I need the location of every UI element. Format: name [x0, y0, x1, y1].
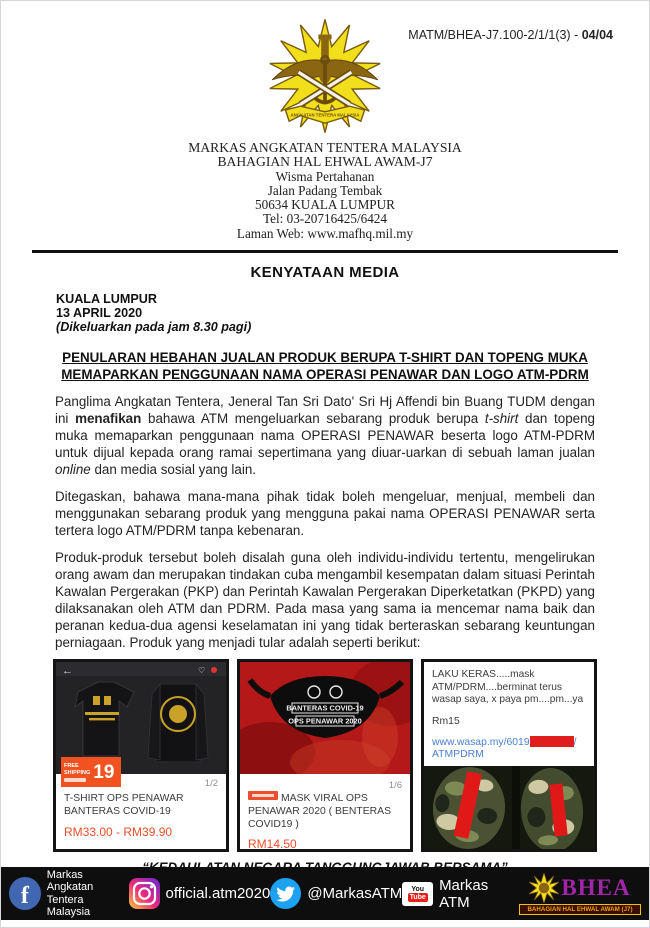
header-divider [32, 250, 618, 253]
paragraph-1-text: Panglima Angkatan Tentera, Jeneral Tan Sri Dato' Sri Hj Affendi bin Buang TUDM dengan ini [55, 394, 595, 427]
whatsapp-ad-text-block [424, 662, 594, 766]
atm-crest-icon [259, 14, 391, 143]
twitter-item [270, 878, 402, 909]
link-slash: / [573, 736, 577, 748]
mask-print-line-1: BANTERAS COVID-19 [286, 703, 364, 713]
listing-text: LAKU KERAS.....mask ATM/PDRM....berminat terus wasap saya, x paya pm....pm...ya [432, 669, 584, 706]
paragraph-3: Produk-produk tersebut boleh disalah guna oleh individu-individu tertentu, mengelirukan orang awam dan merupakan tindakan cuba mengambil kesempatan dalam situasi Perintah Kawalan Pergerakan (PKP) dan Perintah Kawalan Pergerakan Diperketatkan (PKPD) yang dilaksanakan oleh ATM dan PDRM. Pada masa yang sama ia mencemar nama baik dan peranan kedua-dua agensi keselamatan ini yang tidak berteraskan sebarang keuntungan perniagaan. Produk yang menjadi tular adalah seperti berikut: [55, 550, 595, 651]
website-line: Laman Web: www.mafhq.mil.my [236, 225, 414, 241]
address-line: Jalan Padang Tembak [267, 182, 383, 198]
twitter-icon [270, 878, 301, 909]
mask-product-photo [240, 662, 410, 774]
paragraph-1-text: bahawa ATM mengeluarkan sebarang produk berupa [141, 411, 485, 427]
paragraph-1-text: dan topeng muka memaparkan penggunaan nama OPERASI PENAWAR beserta logo ATM-PDRM untuk dijual kepada orang ramai sepertimana yang diuar-uarkan di sebuah laman jualan [55, 411, 595, 461]
redaction-box [530, 736, 574, 747]
whatsapp-link [432, 736, 586, 762]
crest-banner-text: ANGKATAN TENTERA MALAYSIA [290, 112, 360, 118]
product-title: T-SHIRT OPS PENAWAR BANTERAS COVID-19 [64, 793, 184, 818]
address-line: Wisma Pertahanan [275, 168, 375, 184]
product-card-tshirt [53, 659, 229, 852]
product-card-mask [237, 659, 413, 852]
org-name: MARKAS ANGKATAN TENTERA MALAYSIA [188, 140, 462, 155]
product-price: RM33.00 - RM39.90 [64, 825, 173, 840]
cart-badge-icon [211, 667, 217, 673]
preferred-seller-badge [248, 791, 278, 800]
instagram-label: official.atm2020 [165, 885, 271, 902]
badge-date-strip [64, 778, 86, 782]
link-prefix: www.wasap.my/6019 [432, 736, 530, 748]
facebook-label-line-2: Tentera Malaysia [46, 893, 91, 918]
camo-masks-photo [424, 766, 594, 849]
instagram-item [129, 878, 271, 909]
document-type-heading: KENYATAAN MEDIA [250, 264, 400, 282]
reference-number [408, 28, 613, 42]
product-card-whatsapp-ad [421, 659, 597, 852]
mask-print-line-2: OPS PENAWAR 2020 [288, 716, 362, 726]
org-division: BAHAGIAN HAL EHWAL AWAM-J7 [217, 154, 433, 170]
paragraph-1-italic-word: t-shirt [484, 411, 519, 427]
phone-line: Tel: 03-20716425/6424 [263, 211, 387, 227]
youtube-label: Markas ATM [439, 876, 489, 911]
badge-19: 19 [93, 761, 115, 783]
badge-shipping: SHIPPING [64, 769, 91, 776]
dateline-issued-note: (Dikeluarkan pada jam 8.30 pagi) [56, 319, 252, 334]
title-line-1: PENULARAN HEBAHAN JUALAN PRODUK BERUPA T-SHIRT DAN TOPENG MUKA [62, 350, 588, 366]
youtube-icon-tube: Tube [409, 893, 426, 901]
back-arrow-icon: ← [62, 665, 73, 678]
dateline-date: 13 APRIL 2020 [56, 306, 143, 321]
product-title [248, 791, 402, 831]
paragraph-1 [55, 393, 595, 478]
heart-icon: ♡ [198, 666, 206, 676]
reference-number-page: 04/04 [581, 28, 613, 42]
title-line-2: MEMAPARKAN PENGGUNAAN NAMA OPERASI PENAWAR DAN LOGO ATM-PDRM [61, 367, 589, 383]
product-price: Rm15 [432, 715, 460, 727]
product-price: RM14.50 [248, 837, 297, 852]
paragraph-1-italic-word: online [55, 462, 91, 478]
free-shipping-badge [61, 757, 121, 787]
badge-free: FREE [64, 762, 79, 769]
bhea-wordmark: BHEA [561, 874, 631, 900]
instagram-icon [129, 878, 160, 909]
facebook-label [47, 869, 129, 919]
youtube-icon [402, 882, 433, 906]
press-release-title [49, 349, 601, 383]
photo-pager: 1/2 [204, 778, 218, 790]
dateline-city: KUALA LUMPUR [56, 292, 157, 307]
address-line: 50634 KUALA LUMPUR [255, 197, 395, 213]
twitter-label: @MarkasATM [307, 885, 403, 902]
bhea-star-icon [529, 873, 559, 903]
youtube-item [402, 877, 519, 911]
reference-number-prefix: MATM/BHEA-J7.100-2/1/1(3) - [408, 28, 582, 42]
facebook-icon: f [9, 877, 41, 910]
youtube-icon-you: You [411, 885, 425, 893]
link-path: ATMPDRM [432, 749, 484, 761]
bhea-logo [519, 873, 641, 915]
social-media-footer [1, 867, 649, 920]
dateline [56, 293, 649, 334]
viral-product-screenshots [53, 659, 597, 852]
paragraph-1-bold-word: menafikan [75, 411, 142, 427]
facebook-item [9, 869, 129, 919]
paragraph-1-text: dan media sosial yang lain. [90, 462, 257, 478]
product-title-text: MASK VIRAL OPS PENAWAR 2020 ( BENTERAS COVID19 ) [248, 793, 392, 831]
paragraph-2: Ditegaskan, bahawa mana-mana pihak tidak boleh mengeluar, menjual, membeli dan menggunakan sebarang produk yang mengguna pakai nama OPERASI PENAWAR serta tertera logo ATM/PDRM tanpa kebenaran. [55, 489, 595, 539]
photo-pager: 1/6 [388, 780, 402, 792]
bhea-subtitle: BAHAGIAN HAL EHWAL AWAM (J7) [519, 904, 641, 915]
facebook-label-line-1: Markas Angkatan [46, 868, 94, 893]
